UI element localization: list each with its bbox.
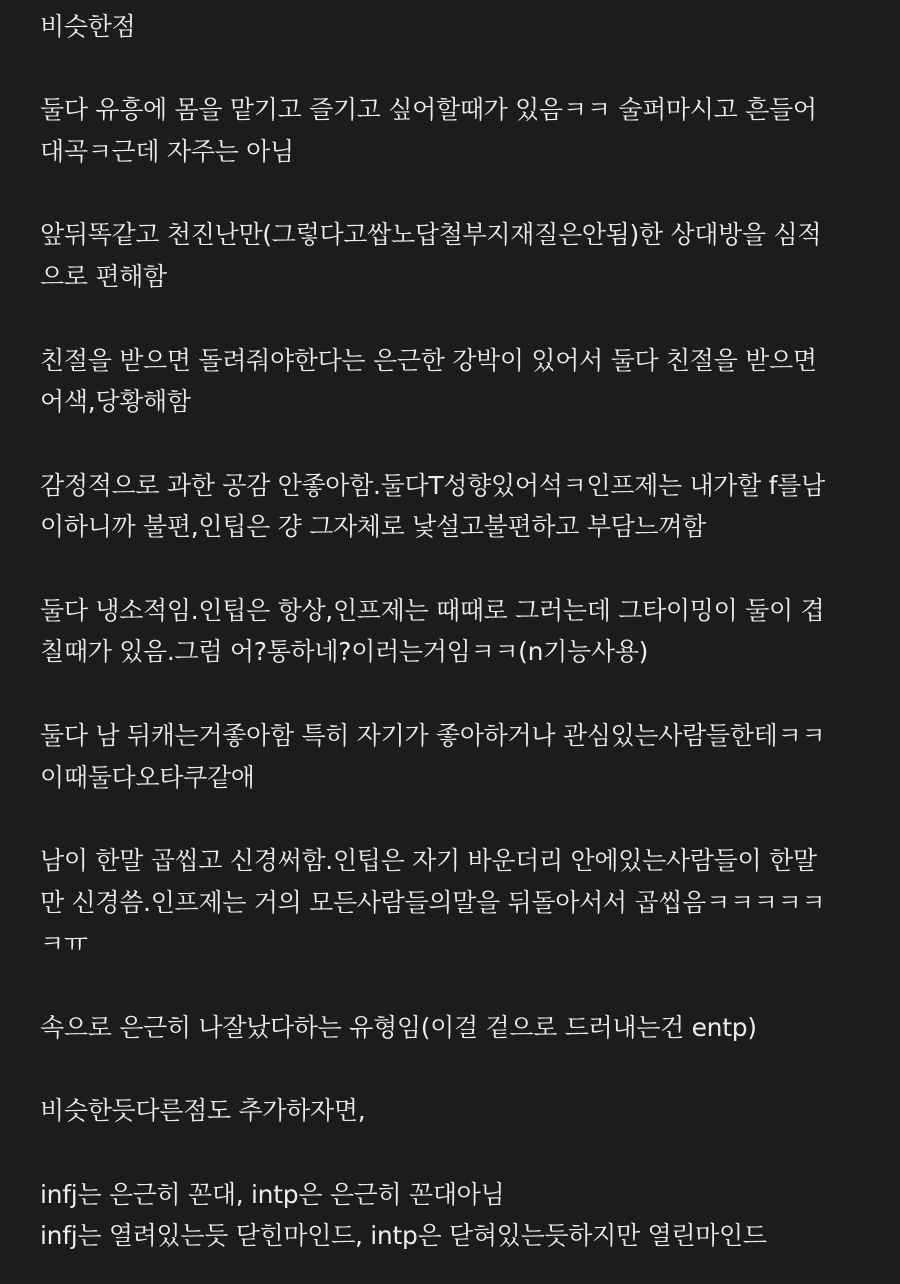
post-line — [40, 1132, 880, 1174]
post-line: 남이 한말 곱씹고 신경써함.인팁은 자기 바운더리 안에있는사람들이 한말 — [40, 845, 817, 875]
post-line: 비슷한듯다른점도 추가하자면, — [40, 1096, 366, 1126]
post-line: 둘다 남 뒤캐는거좋아함 특히 자기가 좋아하거나 관심있는사람들한테ㅋㅋ — [40, 720, 826, 750]
post-line — [40, 673, 880, 715]
post-line: 칠때가 있음.그럼 어?통하네?이러는거임ㅋㅋ(n기능사용) — [40, 637, 649, 667]
post-line: 감정적으로 과한 공감 안좋아함.둘다T성향있어석ㅋ인프제는 내가할 f를남 — [40, 470, 825, 500]
post-line — [40, 1048, 880, 1090]
post-line: 어색,당황해함 — [40, 387, 191, 417]
post-line — [40, 173, 880, 215]
post-line — [40, 48, 880, 90]
post-line — [40, 965, 880, 1007]
post-line — [40, 798, 880, 840]
post-line: 으로 편해함 — [40, 262, 167, 292]
post-line: 이하니까 불편,인팁은 걍 그자체로 낯설고불편하고 부담느껴함 — [40, 512, 706, 542]
post-line: 둘다 냉소적임.인팁은 항상,인프제는 때때로 그러는데 그타이밍이 둘이 겹 — [40, 595, 825, 625]
post-body — [40, 6, 880, 1257]
post-line: 만 신경씀.인프제는 거의 모든사람들의말을 뒤돌아서서 곱씹음ㅋㅋㅋㅋㅋ — [40, 887, 826, 917]
post-line: 비슷한점 — [40, 12, 136, 41]
post-line: 속으로 은근히 나잘났다하는 유형임(이걸 겉으로 드러내는건 entp) — [40, 1012, 757, 1042]
post-line: ㅋㅠ — [40, 929, 88, 959]
post-line: infj는 은근히 꼰대, intp은 은근히 꼰대아님 — [40, 1179, 505, 1209]
post-line: 앞뒤똑같고 천진난만(그렇다고쌉노답철부지재질은안됨)한 상대방을 심적 — [40, 220, 822, 250]
post-line — [40, 548, 880, 590]
post-line: 이때둘다오타쿠같애 — [40, 762, 255, 792]
post-line — [40, 298, 880, 340]
post-line — [40, 423, 880, 465]
post-line: 대곡ㅋ근데 자주는 아님 — [40, 137, 294, 167]
post-line: 친절을 받으면 돌려줘야한다는 은근한 강박이 있어서 둘다 친절을 받으면 — [40, 345, 817, 375]
post-line: infj는 열려있는듯 닫힌마인드, intp은 닫혀있는듯하지만 열린마인드 — [40, 1221, 767, 1251]
post-line: 둘다 유흥에 몸을 맡기고 즐기고 싶어할때가 있음ㅋㅋ 술퍼마시고 흔들어 — [40, 95, 817, 125]
